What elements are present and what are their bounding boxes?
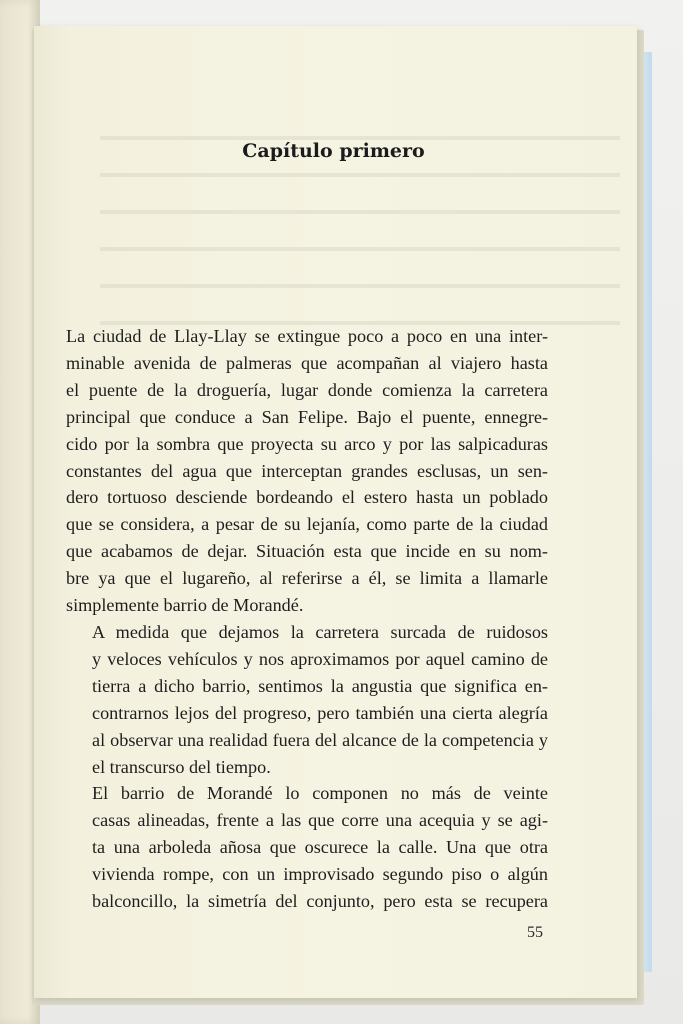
text-line: dero tortuoso desciende bordeando el estero hasta un poblado <box>66 487 548 508</box>
text-line: el transcurso del tiempo. <box>92 756 271 777</box>
text-line: cido por la sombra que proyecta su arco y por las salpicaduras <box>66 433 548 454</box>
text-line: ta una arboleda añosa que oscurece la calle. Una que otra <box>92 837 548 858</box>
text-line: A medida que dejamos la carretera surcada de ruidosos <box>92 621 548 642</box>
text-line: casas alineadas, frente a las que corre una acequia y se agi- <box>92 810 548 831</box>
text-line: principal que conduce a San Felipe. Bajo el puente, ennegre- <box>66 406 548 427</box>
text-line: constantes del agua que interceptan grandes esclusas, un sen- <box>66 460 548 481</box>
page-number: 55 <box>527 924 543 941</box>
text-line: La ciudad de Llay-Llay se extingue poco a poco en una inter- <box>66 326 548 346</box>
text-line: simplemente barrio de Morandé. <box>66 595 304 616</box>
paragraph-1 <box>66 323 548 619</box>
text-line: vivienda rompe, con un improvisado segundo piso o algún <box>92 864 548 885</box>
text-line: y veloces vehículos y nos aproximamos por aquel camino de <box>92 648 548 669</box>
text-line: El barrio de Morandé lo componen no más de veinte <box>92 783 548 804</box>
text-line: contrarnos lejos del progreso, pero también una cierta alegría <box>92 702 548 723</box>
body-text <box>66 323 548 915</box>
paragraph-3 <box>66 780 548 915</box>
text-line: el puente de la droguería, lugar donde comienza la carretera <box>66 379 548 400</box>
text-line: al observar una realidad fuera del alcance de la competencia y <box>92 729 548 750</box>
text-line: minable avenida de palmeras que acompañan al viajero hasta <box>66 352 548 373</box>
text-line: balconcillo, la simetría del conjunto, pero esta se recupera <box>92 891 548 912</box>
text-line: que se considera, a pesar de su lejanía, como parte de la ciudad <box>66 514 548 535</box>
chapter-title: Capítulo primero <box>242 140 425 162</box>
text-line: que acabamos de dejar. Situación esta que incide en su nom- <box>66 541 548 562</box>
text-line: tierra a dicho barrio, sentimos la angustia que significa en- <box>92 675 548 696</box>
paragraph-2 <box>66 619 548 780</box>
text-line: bre ya que el lugareño, al referirse a él, se limita a llamarle <box>66 568 548 589</box>
